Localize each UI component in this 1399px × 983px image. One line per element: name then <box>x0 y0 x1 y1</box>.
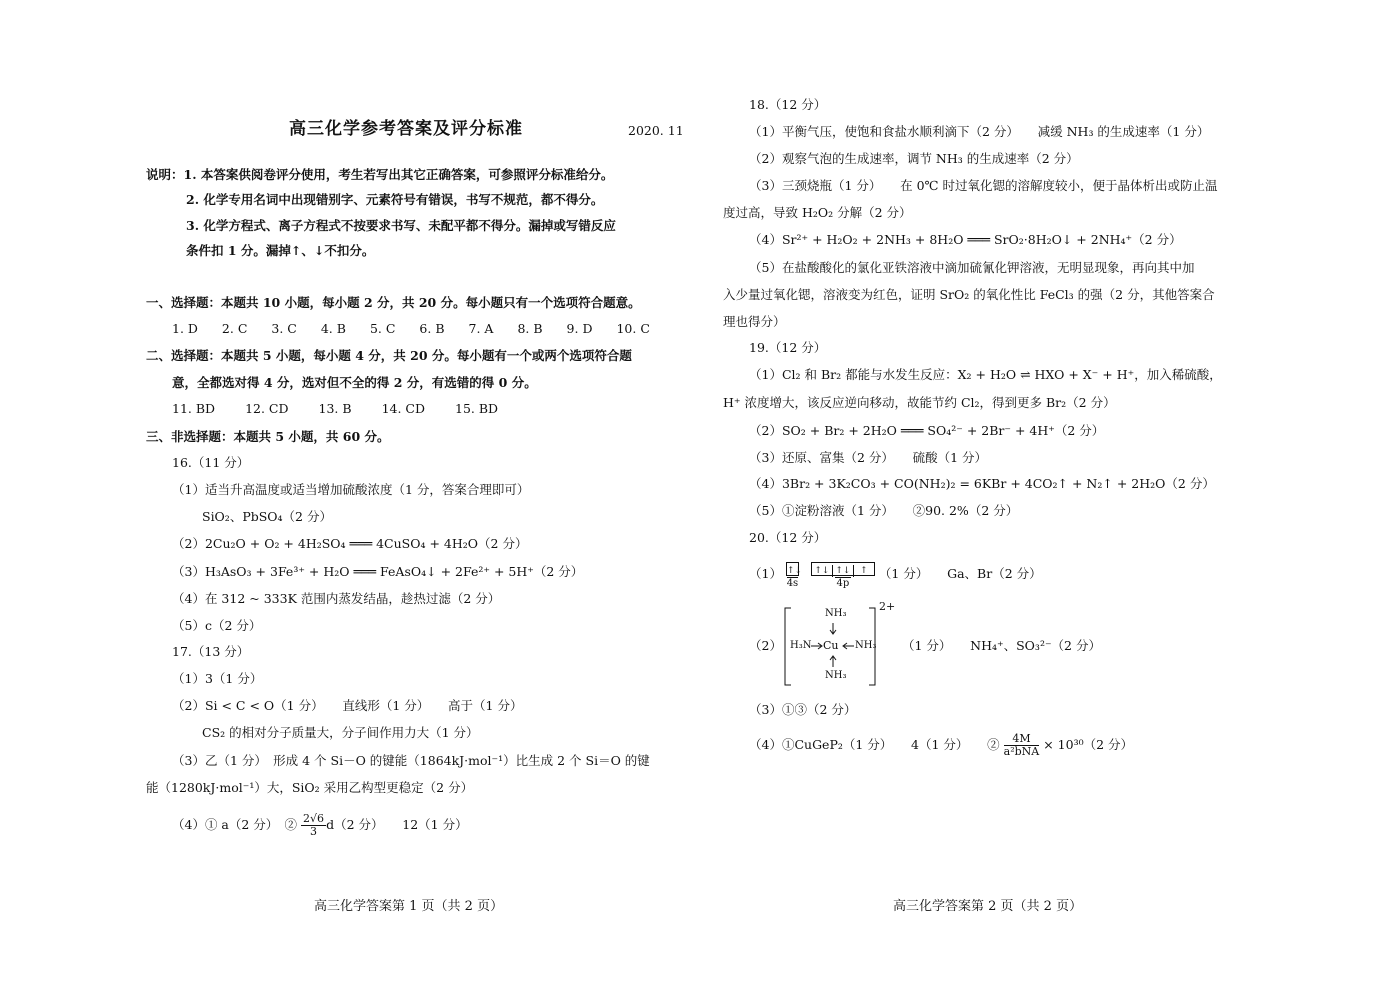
q17-4a: （4）① a（2 分） ② <box>172 817 298 832</box>
orbital-box-4s <box>786 562 803 576</box>
section-3-heading: 三、非选择题：本题共 5 小题，共 60 分。 <box>146 429 390 444</box>
q16-2: （2）2Cu₂O + O₂ + 4H₂SO₄ ═══ 4CuSO₄ + 4H₂O（2 分） <box>172 536 528 551</box>
answer-14: 14. CD <box>381 401 426 416</box>
section-1-heading: 一、选择题：本题共 10 小题，每小题 2 分，共 20 分。每小题只有一个选项符合题意。 <box>146 295 641 310</box>
ligand-top: NH₃ <box>825 608 847 619</box>
orbital-cell: ↑ <box>860 566 868 576</box>
q20-4b: × 10³⁰（2 分） <box>1043 737 1134 752</box>
q20-1-post: （1 分） Ga、Br（2 分） <box>878 566 1042 581</box>
q20-2-pre: （2） <box>749 638 782 653</box>
q20-4 <box>749 728 1133 762</box>
q19-5: （5）①淀粉溶液（1 分） ②90. 2%（2 分） <box>749 503 1019 518</box>
q18-heading: 18.（12 分） <box>749 97 827 112</box>
section-2-heading-2: 意，全都选对得 4 分，选对但不全的得 2 分，有选错的得 0 分。 <box>172 375 537 390</box>
document-date: 2020. 11 <box>628 123 684 138</box>
note-line-3: 3. 化学方程式、离子方程式不按要求书写、未配平都不得分。漏掉或写错反应 <box>186 218 616 233</box>
q17-2: （2）Si < C < O（1 分） 直线形（1 分） 高于（1 分） <box>172 698 523 713</box>
q20-4a: （4）①CuGeP₂（1 分） 4（1 分） ② <box>749 737 1000 752</box>
orbital-label-4p: 4p <box>836 578 850 589</box>
footer-page-2: 高三化学答案第 2 页（共 2 页） <box>893 899 1083 914</box>
q16-5: （5）c（2 分） <box>172 618 262 633</box>
q18-5a: （5）在盐酸酸化的氯化亚铁溶液中滴加硫氰化钾溶液，无明显现象，再向其中加 <box>749 260 1195 275</box>
q20-1-pre: （1） <box>749 566 782 581</box>
section-2-heading-1: 二、选择题：本题共 5 小题，每小题 4 分，共 20 分。每小题有一个或两个选项符合题 <box>146 348 632 363</box>
q16-heading: 16.（11 分） <box>172 455 250 470</box>
q18-5b: 入少量过氧化锶，溶液变为红色，证明 SrO₂ 的氧化性比 FeCl₃ 的强（2 分，其他答案合 <box>723 287 1215 302</box>
q17-1: （1）3（1 分） <box>172 671 263 686</box>
q17-4 <box>172 808 468 842</box>
orbital-label-4s: 4s <box>786 578 799 589</box>
q19-3: （3）还原、富集（2 分） 硫酸（1 分） <box>749 450 988 465</box>
q17-3a: （3）乙（1 分） 形成 4 个 Si－O 的键能（1864kJ·mol⁻¹）比生成 2 个 Si＝O 的键 <box>172 753 650 768</box>
ligand-bottom: NH₃ <box>825 670 847 681</box>
q19-heading: 19.（12 分） <box>749 340 827 355</box>
orbital-4s <box>786 562 803 590</box>
answer-12: 12. CD <box>245 401 289 416</box>
complex-ion-diagram <box>783 600 896 687</box>
complex-charge: 2+ <box>879 600 896 613</box>
q18-5c: 理也得分） <box>723 314 786 329</box>
q20-heading: 20.（12 分） <box>749 530 827 545</box>
q17-2b: CS₂ 的相对分子质量大，分子间作用力大（1 分） <box>202 725 479 740</box>
q16-4: （4）在 312 ~ 333K 范围内蒸发结晶，趁热过滤（2 分） <box>172 591 501 606</box>
ligand-right: NH₃ <box>855 640 877 651</box>
q20-1 <box>749 562 1042 590</box>
q18-2: （2）观察气泡的生成速率，调节 NH₃ 的生成速率（2 分） <box>749 151 1079 166</box>
q16-3: （3）H₃AsO₃ + 3Fe³⁺ + H₂O ═══ FeAsO₄↓ + 2Fe²⁺ + 5H⁺（2 分） <box>172 564 584 579</box>
orbital-4p <box>811 562 875 590</box>
answer-9: 9. D <box>566 321 593 336</box>
q17-4-fraction <box>301 813 326 838</box>
answer-11: 11. BD <box>172 401 216 416</box>
section-1-answers <box>172 320 650 338</box>
q18-3b: 度过高，导致 H₂O₂ 分解（2 分） <box>723 205 912 220</box>
answer-8: 8. B <box>517 321 543 336</box>
answer-1: 1. D <box>172 321 198 336</box>
answer-10: 10. C <box>616 321 650 336</box>
metal-center: Cu <box>823 639 839 652</box>
orbital-box-4p <box>811 562 875 576</box>
fraction-numerator: 2√6 <box>303 812 325 825</box>
answer-15: 15. BD <box>455 401 499 416</box>
q20-3: （3）①③（2 分） <box>749 702 857 717</box>
note-line-2: 2. 化学专用名词中出现错别字、元素符号有错误，书写不规范，都不得分。 <box>186 192 604 207</box>
q19-1b: H⁺ 浓度增大，该反应逆向移动，故能节约 Cl₂，得到更多 Br₂（2 分） <box>723 395 1116 410</box>
note-line-4: 条件扣 1 分。漏掉↑、↓不扣分。 <box>186 243 375 258</box>
q17-3b: 能（1280kJ·mol⁻¹）大，SiO₂ 采用乙构型更稳定（2 分） <box>146 780 474 795</box>
q18-3a: （3）三颈烧瓶（1 分） 在 0℃ 时过氧化锶的溶解度较小，便于晶体析出或防止温 <box>749 178 1218 193</box>
q19-2: （2）SO₂ + Br₂ + 2H₂O ═══ SO₄²⁻ + 2Br⁻ + 4H⁺（2 分） <box>749 423 1105 438</box>
q20-4-fraction <box>1004 733 1040 758</box>
answer-2: 2. C <box>221 321 248 336</box>
answer-4: 4. B <box>320 321 346 336</box>
orbital-cell: ↑↓ <box>786 566 803 576</box>
q19-1a: （1）Cl₂ 和 Br₂ 都能与水发生反应：X₂ + H₂O ⇌ HXO + X⁻ + H⁺，加入稀硫酸， <box>749 367 1222 382</box>
footer-page-1: 高三化学答案第 1 页（共 2 页） <box>314 899 504 914</box>
orbital-cell: ↑↓ <box>833 565 854 577</box>
ligand-left: H₃N <box>790 640 812 651</box>
q19-4: （4）3Br₂ + 3K₂CO₃ + CO(NH₂)₂ = 6KBr + 4CO₂↑ + N₂↑ + 2H₂O（2 分） <box>749 476 1215 491</box>
answer-7: 7. A <box>468 321 494 336</box>
fraction-denominator: a²bNA <box>1003 745 1040 758</box>
section-2-answers <box>172 400 522 418</box>
orbital-cell: ↑↓ <box>812 565 833 577</box>
q20-2-post: （1 分） NH₄⁺、SO₃²⁻（2 分） <box>902 638 1101 653</box>
q16-1: （1）适当升高温度或适当增加硫酸浓度（1 分，答案合理即可） <box>172 482 530 497</box>
answer-3: 3. C <box>271 321 297 336</box>
answer-6: 6. B <box>419 321 445 336</box>
q17-heading: 17.（13 分） <box>172 644 250 659</box>
answer-5: 5. C <box>369 321 396 336</box>
note-line-1: 说明：1. 本答案供阅卷评分使用，考生若写出其它正确答案，可参照评分标准给分。 <box>146 167 614 182</box>
q18-1: （1）平衡气压，使饱和食盐水顺利滴下（2 分） 减缓 NH₃ 的生成速率（1 分） <box>749 124 1210 139</box>
fraction-numerator: 4M <box>1004 733 1040 746</box>
fraction-denominator: 3 <box>310 825 318 838</box>
page-title: 高三化学参考答案及评分标准 <box>289 119 523 139</box>
q18-4: （4）Sr²⁺ + H₂O₂ + 2NH₃ + 8H₂O ═══ SrO₂·8H₂O↓ + 2NH₄⁺（2 分） <box>749 232 1182 247</box>
q16-1b: SiO₂、PbSO₄（2 分） <box>202 509 332 524</box>
answer-13: 13. B <box>318 401 352 416</box>
q17-4b: d（2 分） 12（1 分） <box>326 817 468 832</box>
